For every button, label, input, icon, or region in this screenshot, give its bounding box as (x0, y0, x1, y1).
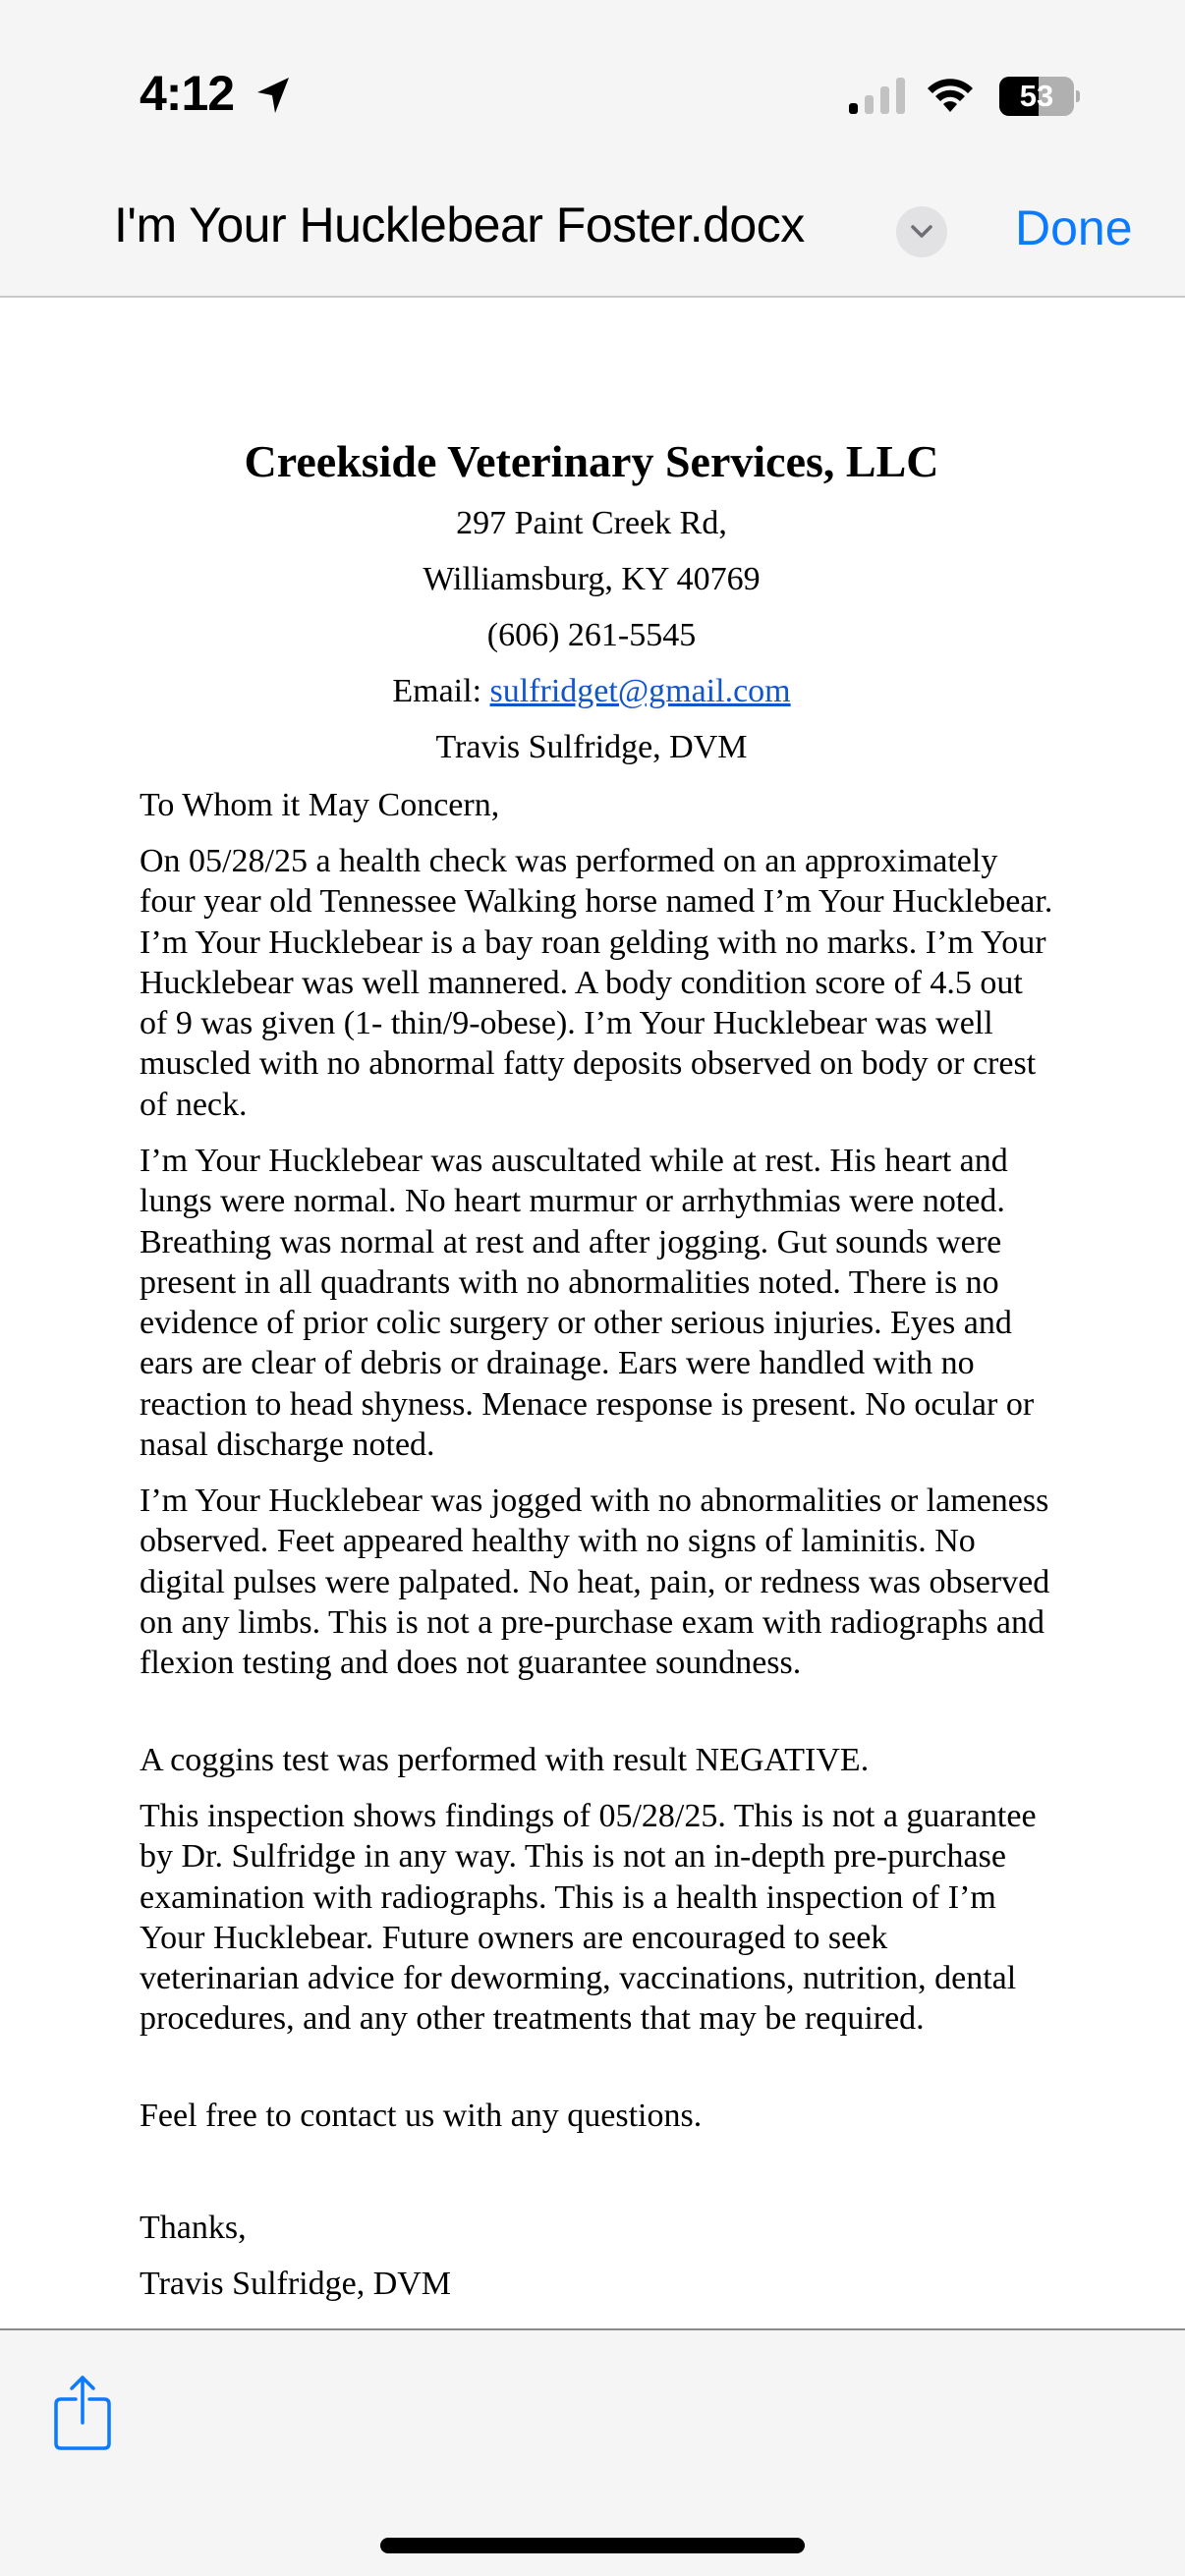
paragraph-auscultation: I’m Your Hucklebear was auscultated while at rest. His heart and lungs were normal. No heart murmur or arrhythmias were noted. Breathing was normal at rest and after jogging. Gut sounds were present in all quadrants with no abnormalities noted. There is no evidence of prior colic surgery or other serious injuries. Eyes and ears are clear of debris or drainage. Ears were handled with no reaction to head shyness. Menace response is present. No ocular or nasal discharge noted. (140, 1143, 1035, 1464)
email-link[interactable]: sulfridget@gmail.com (489, 673, 791, 709)
address-line-2: Williamsburg, KY 40769 (423, 561, 761, 597)
status-time: 4:12 (140, 66, 235, 121)
home-indicator[interactable] (380, 2538, 805, 2553)
share-button[interactable] (53, 2374, 112, 2452)
battery-icon (999, 77, 1080, 116)
share-icon (53, 2374, 112, 2452)
phone-number: (606) 261-5545 (486, 617, 697, 653)
paragraph-contact: Feel free to contact us with any questions. (140, 2098, 703, 2134)
paragraph-general: On 05/28/25 a health check was performed on an approximately four year old Tennessee Walking horse named I’m Your Hucklebear. I’m Your Hucklebear is a bay roan gelding with no marks. I’m Your Hucklebear was well mannered. A body condition score of 4.5 out of 9 was given (1- thin/9-obese). I’m Your Hucklebear was well muscled with no abnormal fatty deposits observed on body or crest of neck. (140, 843, 1053, 1123)
status-bar (0, 0, 1185, 177)
salutation: To Whom it May Concern, (140, 787, 500, 823)
title-menu-button[interactable] (896, 206, 947, 257)
email-line (140, 673, 1044, 710)
location-arrow-icon (254, 75, 293, 116)
done-button[interactable]: Done (1015, 200, 1133, 255)
chevron-down-icon (910, 223, 933, 241)
email-label: Email: (392, 673, 490, 709)
cellular-signal-icon (847, 77, 906, 116)
signature: Travis Sulfridge, DVM (140, 2266, 452, 2302)
document-title: I'm Your Hucklebear Foster.docx (114, 197, 805, 252)
closing: Thanks, (140, 2210, 247, 2246)
paragraph-disclaimer: This inspection shows findings of 05/28/25. This is not a guarantee by Dr. Sulfridge in any way. This is not an in-depth pre-purchase examination with radiographs. This is a health inspection of I’m Your Hucklebear. Future owners are encouraged to seek veterinarian advice for deworming, vaccinations, nutrition, dental procedures, and any other treatments that may be required. (140, 1798, 1037, 2038)
battery-level: 53 (1019, 79, 1054, 113)
paragraph-coggins: A coggins test was performed with result NEGATIVE. (140, 1742, 870, 1778)
company-name: Creekside Veterinary Services, LLC (244, 436, 939, 486)
document-page[interactable] (0, 298, 1185, 2328)
wifi-icon (926, 75, 975, 114)
doctor-name: Travis Sulfridge, DVM (435, 729, 748, 765)
paragraph-jog: I’m Your Hucklebear was jogged with no abnormalities or lameness observed. Feet appeared healthy with no signs of laminitis. No digital pulses were palpated. No heat, pain, or redness was observed on any limbs. This is not a pre-purchase exam with radiographs and flexion testing and does not guarantee soundness. (140, 1483, 1050, 1682)
address-line-1: 297 Paint Creek Rd, (456, 505, 727, 541)
